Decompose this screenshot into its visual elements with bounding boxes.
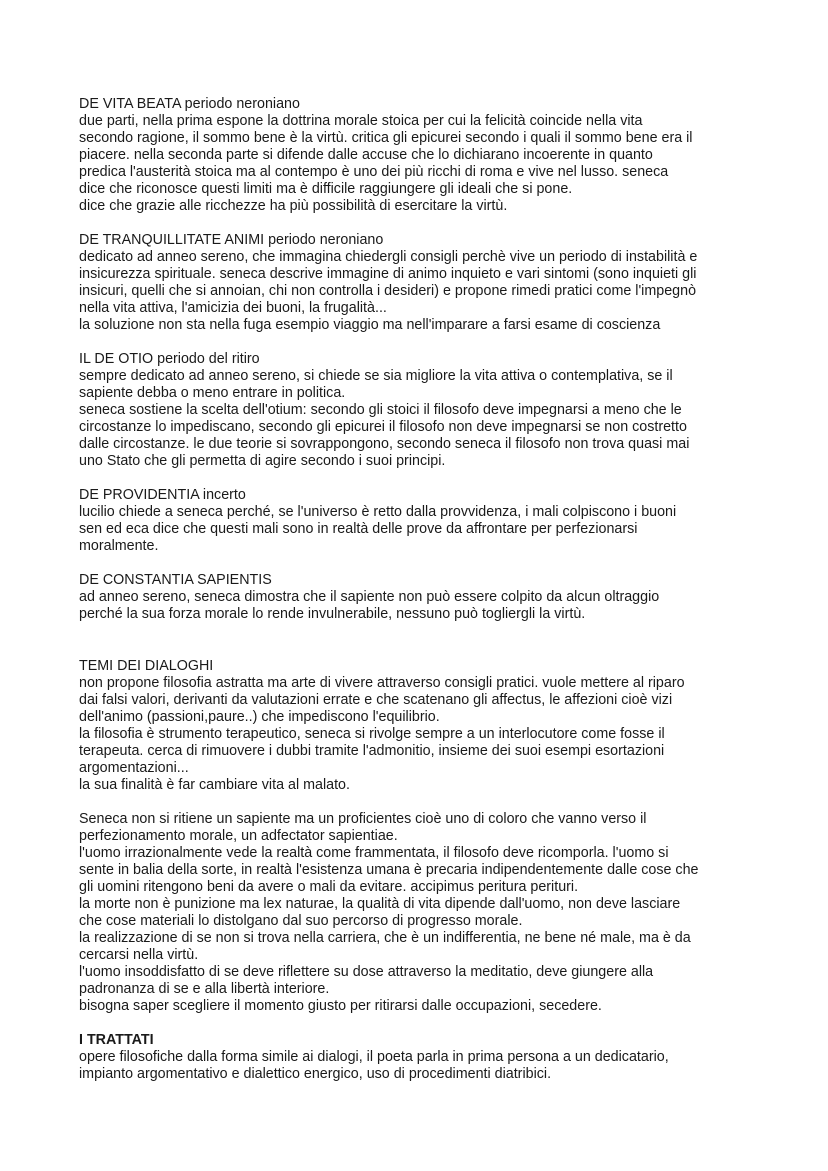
- paragraph-line: Seneca non si ritiene un sapiente ma un proficientes cioè uno di coloro che vanno verso il: [79, 811, 647, 827]
- paragraph-line: perfezionamento morale, un adfectator sapientiae.: [79, 828, 398, 844]
- paragraph-line: sen ed eca dice che questi mali sono in realtà delle prove da affrontare per perfezionarsi: [79, 521, 638, 537]
- paragraph-line: due parti, nella prima espone la dottrina morale stoica per cui la felicità coincide nella vita: [79, 113, 643, 129]
- paragraph-line: opere filosofiche dalla forma simile ai dialogi, il poeta parla in prima persona a un dedicatario,: [79, 1049, 669, 1065]
- paragraph-line: predica l'austerità stoica ma al contempo è uno dei più ricchi di roma e vive nel lusso. seneca: [79, 164, 669, 180]
- section-spacer: [79, 215, 769, 232]
- section-heading: DE VITA BEATA periodo neroniano: [79, 96, 300, 112]
- paragraph-line: la morte non è punizione ma lex naturae, la qualità di vita dipende dall'uomo, non deve lasciare: [79, 896, 681, 912]
- paragraph-line: dice che riconosce questi limiti ma è difficile raggiungere gli ideali che si pone.: [79, 181, 573, 197]
- paragraph-line: insicurezza spirituale. seneca descrive immagine di animo inquieto e vari sintomi (sono inquieti gli: [79, 266, 697, 282]
- section-heading: DE TRANQUILLITATE ANIMI periodo neroniano: [79, 232, 384, 248]
- paragraph-line: dalle circostanze. le due teorie si sovrappongono, secondo seneca il filosofo non trova quasi mai: [79, 436, 690, 452]
- paragraph-line: ad anneo sereno, seneca dimostra che il sapiente non può essere colpito da alcun oltraggio: [79, 589, 660, 605]
- paragraph-line: bisogna saper scegliere il momento giusto per ritirarsi dalle occupazioni, secedere.: [79, 998, 602, 1014]
- section-spacer: [79, 334, 769, 351]
- paragraph-line: la soluzione non sta nella fuga esempio viaggio ma nell'imparare a farsi esame di coscienza: [79, 317, 661, 333]
- paragraph-line: gli uomini ritengono beni da avere o mali da evitare. accipimus peritura perituri.: [79, 879, 579, 895]
- paragraph-line: la filosofia è strumento terapeutico, seneca si rivolge sempre a un interlocutore come fosse il: [79, 726, 665, 742]
- section-de-tranquillitate-animi: [79, 232, 769, 334]
- paragraph-line: padronanza di se e alla libertà interiore.: [79, 981, 330, 997]
- section-temi-dei-dialoghi: [79, 658, 769, 794]
- section-heading: DE CONSTANTIA SAPIENTIS: [79, 572, 272, 588]
- paragraph-line: lucilio chiede a seneca perché, se l'universo è retto dalla provvidenza, i mali colpiscono i buoni: [79, 504, 677, 520]
- paragraph-line: seneca sostiene la scelta dell'otium: secondo gli stoici il filosofo deve impegnarsi a meno che le: [79, 402, 682, 418]
- section-de-providentia: [79, 487, 769, 555]
- section-seneca-proficientes: [79, 811, 769, 1015]
- section-spacer: [79, 470, 769, 487]
- paragraph-line: impianto argomentativo e dialettico energico, uso di procedimenti diatribici.: [79, 1066, 552, 1082]
- paragraph-line: cercarsi nella virtù.: [79, 947, 199, 963]
- section-heading: IL DE OTIO periodo del ritiro: [79, 351, 260, 367]
- paragraph-line: l'uomo irrazionalmente vede la realtà come frammentata, il filosofo deve ricomporla. l'uomo si: [79, 845, 669, 861]
- paragraph-line: la sua finalità è far cambiare vita al malato.: [79, 777, 350, 793]
- paragraph-line: secondo ragione, il sommo bene è la virtù. critica gli epicurei secondo i quali il sommo bene era il: [79, 130, 693, 146]
- paragraph-line: argomentazioni...: [79, 760, 189, 776]
- paragraph-line: dedicato ad anneo sereno, che immagina chiedergli consigli perchè vive un periodo di instabilità e: [79, 249, 698, 265]
- section-de-otio: [79, 351, 769, 470]
- paragraph-line: insicuri, quelli che si annoian, chi non controlla i desideri) e propone rimedi pratici come l'impegnò: [79, 283, 697, 299]
- paragraph-line: sapiente debba o meno entrare in politica.: [79, 385, 346, 401]
- paragraph-line: moralmente.: [79, 538, 159, 554]
- section-spacer: [79, 623, 769, 658]
- section-heading: I TRATTATI: [79, 1032, 154, 1048]
- section-de-vita-beata: [79, 96, 769, 215]
- paragraph-line: piacere. nella seconda parte si difende dalle accuse che lo dichiarano incoerente in quanto: [79, 147, 653, 163]
- paragraph-line: dai falsi valori, derivanti da valutazioni errate e che scatenano gli affectus, le affezioni cioè vizi: [79, 692, 673, 708]
- paragraph-line: terapeuta. cerca di rimuovere i dubbi tramite l'admonitio, insieme dei suoi esempi esortazioni: [79, 743, 665, 759]
- paragraph-line: dice che grazie alle ricchezze ha più possibilità di esercitare la virtù.: [79, 198, 508, 214]
- paragraph-line: uno Stato che gli permetta di agire secondo i suoi principi.: [79, 453, 446, 469]
- section-spacer: [79, 794, 769, 811]
- paragraph-line: sempre dedicato ad anneo sereno, si chiede se sia migliore la vita attiva o contemplativa, se il: [79, 368, 673, 384]
- paragraph-line: nella vita attiva, l'amicizia dei buoni, la frugalità...: [79, 300, 387, 316]
- paragraph-line: sente in balia della sorte, in realtà l'esistenza umana è precaria indipendentemente dalle cose che: [79, 862, 699, 878]
- section-i-trattati: [79, 1032, 769, 1083]
- paragraph-line: l'uomo insoddisfatto di se deve riflettere su dose attraverso la meditatio, deve giungere alla: [79, 964, 654, 980]
- paragraph-line: la realizzazione di se non si trova nella carriera, che è un indifferentia, ne bene né male, ma è da: [79, 930, 691, 946]
- paragraph-line: perché la sua forza morale lo rende invulnerabile, nessuno può togliergli la virtù.: [79, 606, 586, 622]
- paragraph-line: dell'animo (passioni,paure..) che impediscono l'equilibrio.: [79, 709, 440, 725]
- section-de-constantia-sapientis: [79, 572, 769, 623]
- document-page: [79, 96, 769, 1083]
- paragraph-line: non propone filosofia astratta ma arte di vivere attraverso consigli pratici. vuole mettere al riparo: [79, 675, 685, 691]
- paragraph-line: che cose materiali lo distolgano dal suo percorso di progresso morale.: [79, 913, 523, 929]
- section-heading: TEMI DEI DIALOGHI: [79, 658, 214, 674]
- paragraph-line: circostanze lo impediscano, secondo gli epicurei il filosofo non deve impegnarsi se non costretto: [79, 419, 687, 435]
- section-heading: DE PROVIDENTIA incerto: [79, 487, 246, 503]
- section-spacer: [79, 1015, 769, 1032]
- section-spacer: [79, 555, 769, 572]
